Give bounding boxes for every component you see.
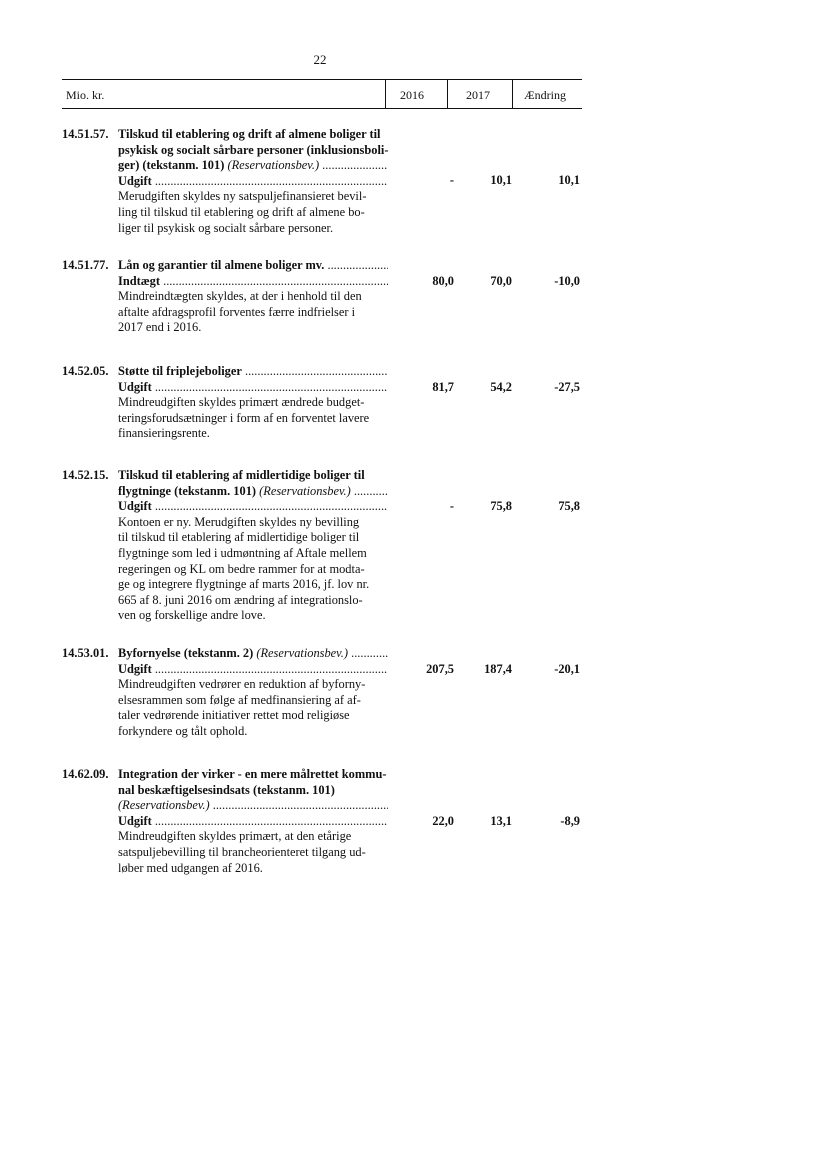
line-item-label: Udgift ..... — [118, 814, 388, 830]
value-2016: 22,0 — [432, 814, 454, 828]
account-number: 14.53.01. — [62, 646, 109, 660]
entry-body — [118, 127, 388, 236]
value-2017: 54,2 — [490, 380, 512, 394]
value-change: -27,5 — [554, 380, 580, 394]
value-2017: 10,1 — [490, 173, 512, 187]
account-number: 14.52.15. — [62, 468, 109, 482]
value-2016: 207,5 — [426, 662, 454, 676]
entry-note: ven og forskellige andre love. — [118, 608, 266, 623]
entry-body — [118, 646, 388, 740]
entry-note: liger til psykisk og socialt sårbare personer. — [118, 220, 334, 235]
column-header-change: Ændring — [524, 88, 566, 102]
page-number: 22 — [313, 52, 327, 67]
value-2016: 80,0 — [432, 274, 454, 288]
entry-note: ge og integrere flygtninge af marts 2016, jf. lov nr. — [118, 577, 370, 592]
entry-title: flygtninge (tekstanm. 101) (Reservationsbev.) ..... — [118, 484, 388, 500]
value-change: -20,1 — [554, 662, 580, 676]
value-2017: 70,0 — [490, 274, 512, 288]
column-divider — [447, 79, 448, 109]
entry-note: finansieringsrente. — [118, 426, 210, 441]
column-divider — [512, 79, 513, 109]
account-number: 14.52.05. — [62, 364, 109, 378]
entry-title: Integration der virker - en mere målrettet kommu- — [118, 767, 387, 781]
entry-note: regeringen og KL om bedre rammer for at modta- — [118, 561, 365, 576]
entry-title: Lån og garantier til almene boliger mv. ..... — [118, 258, 388, 274]
value-2017: 13,1 — [490, 814, 512, 828]
column-header-2016: 2016 — [400, 88, 424, 102]
header-top-rule — [62, 79, 582, 80]
entry-title: Tilskud til etablering og drift af almene boliger til — [118, 127, 381, 141]
reservation-note: (Reservationsbev.) — [259, 483, 351, 498]
entry-note: Mindreindtægten skyldes, at der i henhold til den — [118, 289, 362, 304]
table-header — [62, 79, 582, 109]
unit-label: Mio. kr. — [66, 88, 105, 102]
entry-title: psykisk og socialt sårbare personer (inklusionsboli- — [118, 142, 388, 157]
value-change: 10,1 — [558, 173, 580, 187]
line-item-label: Udgift ..... — [118, 380, 388, 396]
entry-note: elsesrammen som følge af medfinansiering af af- — [118, 692, 361, 707]
entry-note: løber med udgangen af 2016. — [118, 860, 263, 875]
entry-note: 2017 end i 2016. — [118, 320, 202, 335]
entry-note: satspuljebevilling til brancheorienteret tilgang ud- — [118, 844, 366, 859]
reservation-note: (Reservationsbev.) — [256, 646, 348, 660]
entry-note: Mindreudgiften vedrører en reduktion af byforny- — [118, 677, 366, 692]
value-change: -10,0 — [554, 274, 580, 288]
reservation-note: (Reservationsbev.) — [227, 158, 320, 173]
entry-body — [118, 468, 388, 624]
value-change: -8,9 — [560, 814, 580, 828]
reservation-note: (Reservationsbev.) — [118, 798, 210, 813]
value-2017: 75,8 — [490, 499, 512, 513]
entry-note: forkyndere og tålt ophold. — [118, 723, 248, 738]
entry-note: teringsforudsætninger i form af en forventet lavere — [118, 410, 370, 425]
entry-title — [118, 798, 388, 814]
entry-note: Mindreudgiften skyldes primært ændrede budget- — [118, 395, 365, 410]
header-bottom-rule — [62, 108, 582, 109]
column-header-2017: 2017 — [466, 88, 490, 102]
value-2016: - — [449, 499, 454, 513]
value-2017: 187,4 — [484, 662, 512, 676]
line-item-label: Udgift ..... — [118, 662, 388, 678]
line-item-label: Udgift ..... — [118, 499, 388, 515]
entry-body — [118, 767, 388, 876]
entry-note: Kontoen er ny. Merudgiften skyldes ny bevilling — [118, 514, 360, 529]
entry-note: taler vedrørende initiativer rettet mod religiøse — [118, 708, 350, 723]
entry-note: 665 af 8. juni 2016 om ændring af integrationslo- — [118, 592, 363, 607]
entry-body — [118, 364, 388, 442]
account-number: 14.51.77. — [62, 258, 109, 272]
value-2016: - — [449, 173, 454, 187]
entry-note: ling til tilskud til etablering og drift af almene bo- — [118, 204, 365, 219]
entry-body — [118, 258, 388, 336]
entry-note: til tilskud til etablering af midlertidige boliger til — [118, 530, 360, 545]
entry-note: aftalte afdragsprofil forventes færre indfrielser i — [118, 304, 356, 319]
value-2016: 81,7 — [432, 380, 454, 394]
value-change: 75,8 — [558, 499, 580, 513]
entry-title: Tilskud til etablering af midlertidige boliger til — [118, 468, 365, 482]
entry-note: flygtninge som led i udmøntning af Aftale mellem — [118, 545, 367, 560]
account-number: 14.51.57. — [62, 127, 109, 141]
entry-title: Støtte til friplejeboliger ..... — [118, 364, 388, 380]
line-item-label: Indtægt ..... — [118, 274, 388, 290]
entry-note: Merudgiften skyldes ny satspuljefinansieret bevil- — [118, 189, 367, 204]
column-divider — [385, 79, 386, 109]
entry-title: Byfornyelse (tekstanm. 2) (Reservationsbev.) ..... — [118, 646, 388, 662]
entry-note: Mindreudgiften skyldes primært, at den etårige — [118, 829, 352, 844]
entry-title: ger) (tekstanm. 101) (Reservationsbev.) ..... — [118, 158, 388, 174]
account-number: 14.62.09. — [62, 767, 109, 781]
line-item-label: Udgift ..... — [118, 174, 388, 190]
entry-title: nal beskæftigelsesindsats (tekstanm. 101) — [118, 782, 335, 797]
